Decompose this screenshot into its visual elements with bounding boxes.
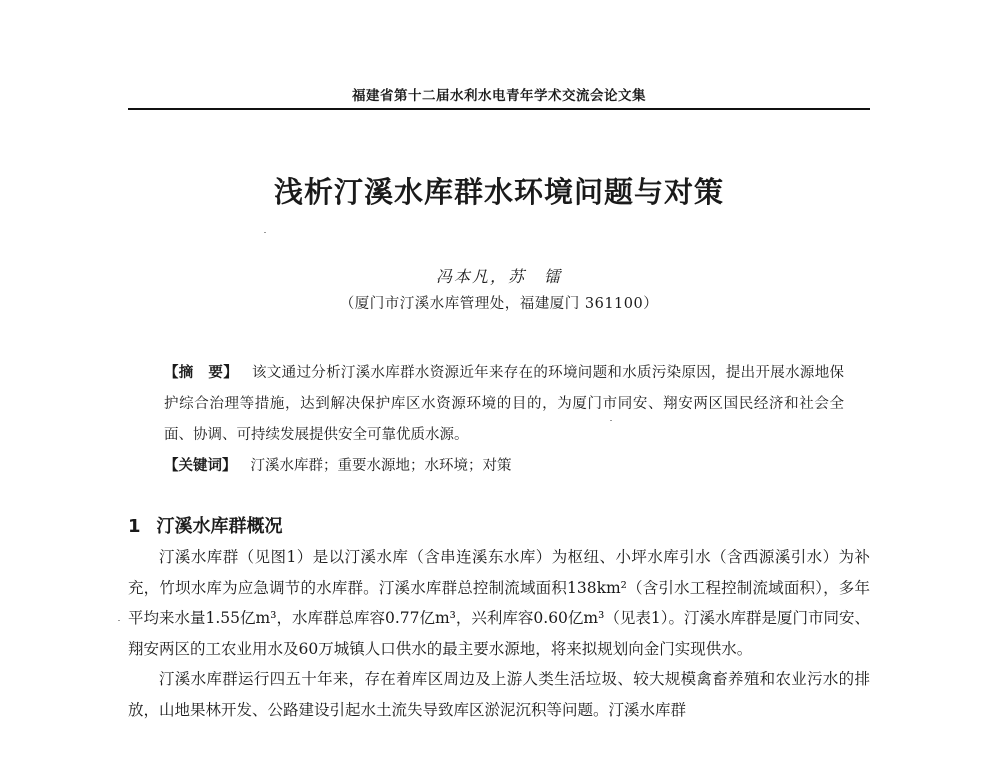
paper-title: 浅析汀溪水库群水环境问题与对策 <box>273 175 724 209</box>
keywords-label: 【关键词】 <box>164 458 237 474</box>
body-paragraph: 汀溪水库群运行四五十年来，存在着库区周边及上游人类生活垃圾、较大规模禽畜养殖和农业污水的排放，山地果林开发、公路建设引起水土流失导致库区淤泥沉积等问题。汀溪水库群 <box>128 670 870 719</box>
body-paragraph: 汀溪水库群（见图1）是以汀溪水库（含串连溪东水库）为枢纽、小坪水库引水（含西源溪引水）为补充，竹坝水库为应急调节的水库群。汀溪水库群总控制流域面积138km²（含引水工程控制流域面积），多年平均来水量1.55亿m³，水库群总库容0.77亿m³，兴利库容0.60亿m³（见表1）。汀溪水库群是厦门市同安、翔安两区的工农业用水及60万城镇人口供水的最主要水源地，将来拟规划向金门实现供水。 <box>128 548 870 658</box>
authors: 冯本凡，苏 镭 <box>435 267 562 286</box>
section-body <box>128 542 870 725</box>
section-heading <box>128 512 870 538</box>
abstract-label: 【摘 要】 <box>164 365 239 381</box>
section-title: 汀溪水库群概况 <box>156 516 283 537</box>
abstract-text: 该文通过分析汀溪水库群水资源近年来存在的环境问题和水质污染原因，提出开展水源地保护综合治理等措施，达到解决保护库区水资源环境的目的，为厦门市同安、翔安两区国民经济和社会全面、协调、可持续发展提供安全可靠优质水源。 <box>164 365 845 443</box>
running-header: 福建省第十二届水利水电青年学术交流会论文集 <box>352 88 646 104</box>
scan-speck <box>610 420 612 421</box>
abstract <box>164 358 844 451</box>
affiliation: （厦门市汀溪水库管理处，福建厦门 361100） <box>339 296 659 312</box>
keywords <box>164 451 844 482</box>
header-rule <box>128 108 870 110</box>
section-number: 1 <box>128 516 141 537</box>
keywords-text: 汀溪水库群；重要水源地；水环境；对策 <box>250 458 512 474</box>
scan-speck <box>264 232 266 233</box>
scan-speck <box>118 620 120 621</box>
